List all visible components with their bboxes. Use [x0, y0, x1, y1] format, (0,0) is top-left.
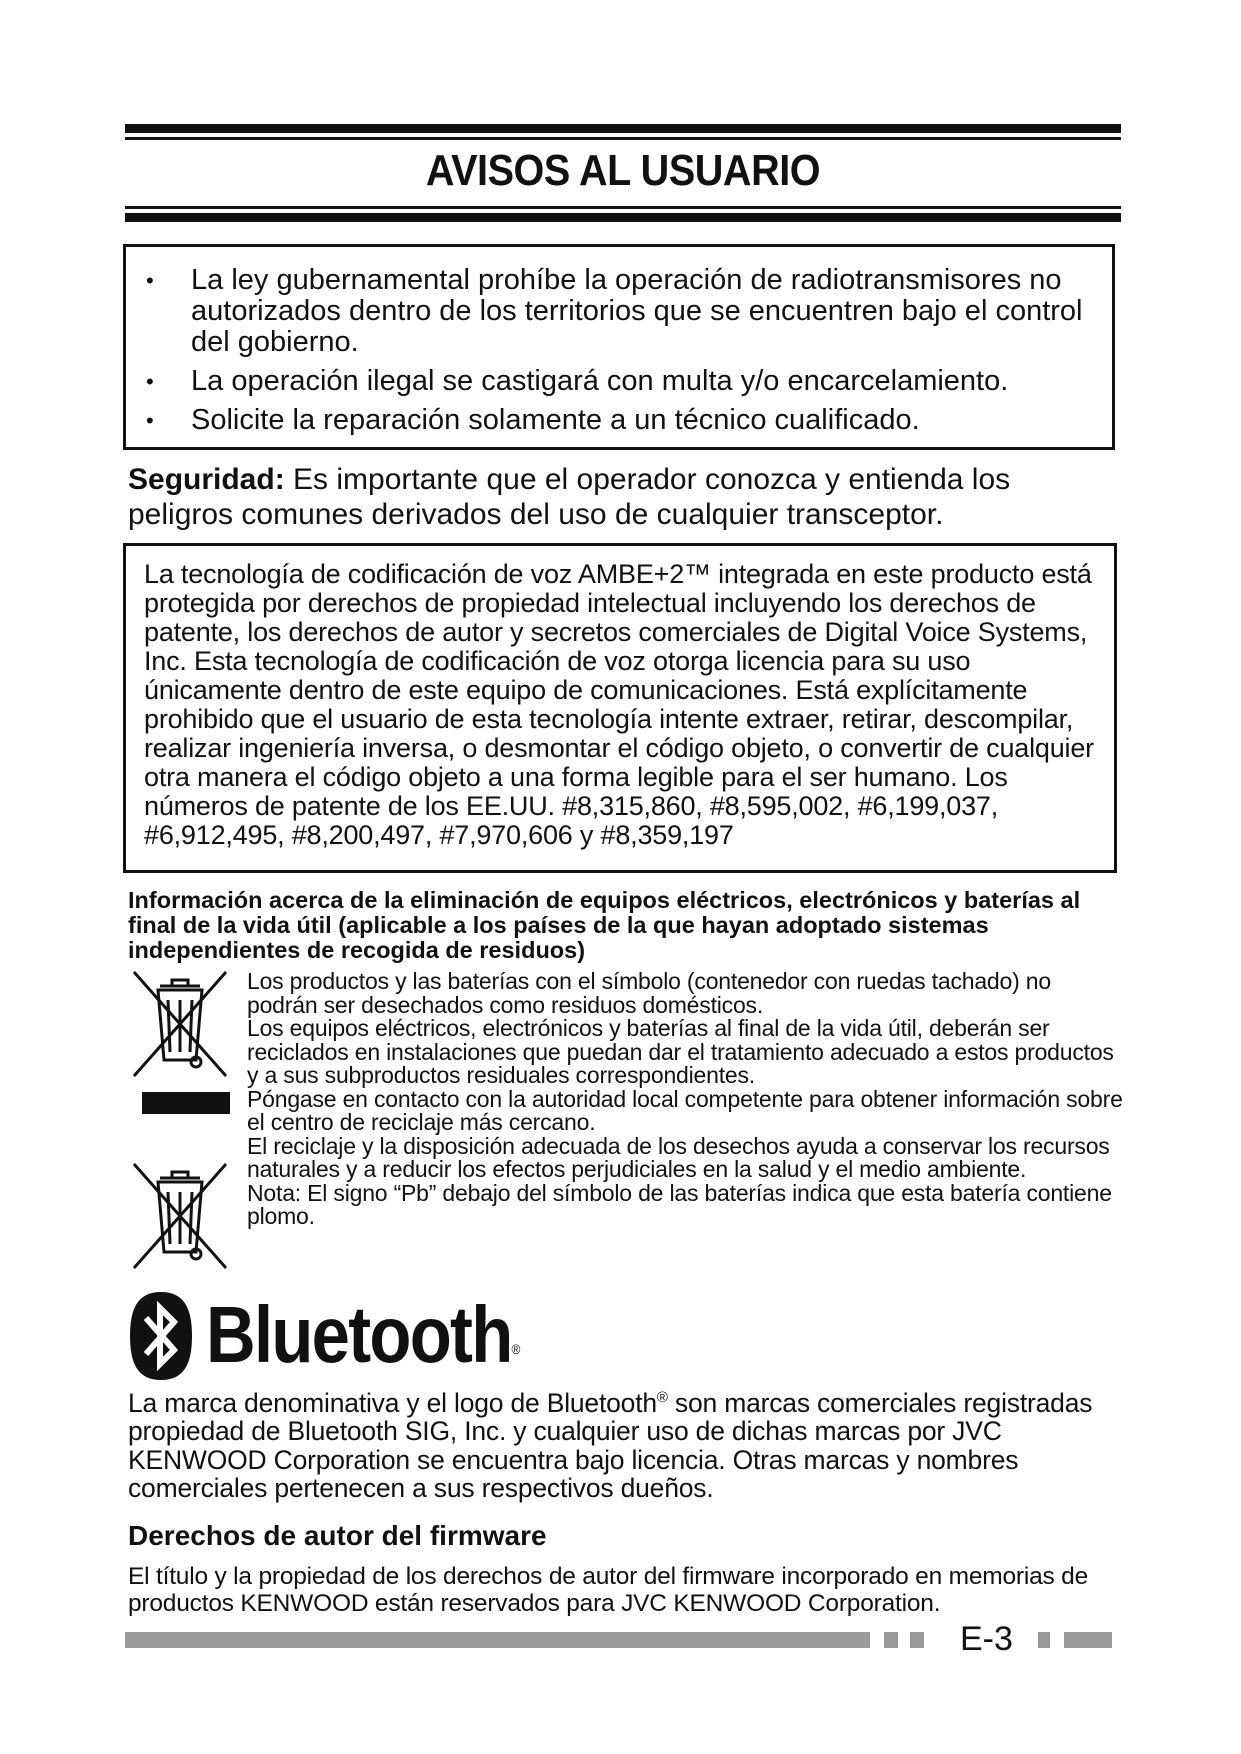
security-text: Es importante que el operador conozca y entienda los peligros comunes derivados del uso de cualquier transceptor. — [128, 463, 1011, 531]
weee-black-bar — [142, 1092, 230, 1114]
footer-block — [884, 1632, 898, 1648]
title-rule-bottom-thin — [125, 206, 1121, 209]
disposal-body — [247, 970, 1127, 1229]
page-title: AVISOS AL USUARIO — [425, 146, 821, 195]
firmware-heading: Derechos de autor del firmware — [128, 1520, 547, 1551]
footer-block — [910, 1632, 924, 1648]
bullet-icon: • — [146, 268, 154, 293]
page-number: E-3 — [960, 1620, 1013, 1658]
disposal-heading: Información acerca de la eliminación de equipos eléctricos, electrónicos y baterías al final de la vida útil (aplicable a los países de la que hayan adoptado sistemas independientes de recogida de residuos) — [128, 887, 1081, 963]
footer-block — [1064, 1632, 1112, 1648]
bullet-icon: • — [146, 408, 154, 433]
title-rule-bottom-thick — [125, 213, 1121, 222]
footer-block — [1038, 1632, 1050, 1648]
security-paragraph — [128, 462, 1118, 532]
disposal-paragraph: El reciclaje y la disposición adecuada de los desechos ayuda a conservar los recursos naturales y a reducir los efectos perjudiciales en la salud y el medio ambiente. — [247, 1132, 1110, 1182]
legal-notice-item: • Solicite la reparación solamente a un técnico cualificado. — [146, 404, 920, 436]
legal-notice-item: • La ley gubernamental prohíbe la operación de radiotransmisores no autorizados dentro de los territorios que se encuentren bajo el control del gobierno. — [146, 264, 1083, 358]
legal-notice-list — [146, 265, 1106, 444]
ambe-license-text: La tecnología de codificación de voz AMBE+2™ integrada en este producto está protegida por derechos de propiedad intelectual incluyendo los derechos de patente, los derechos de autor y secretos comerciales de Digital Voice Systems, Inc. Esta tecnología de codificación de voz otorga licencia para su uso únicamente dentro de este equipo de comunicaciones. Está explícitamente prohibido que el usuario de esta tecnología intente extraer, retirar, descompilar, realizar ingeniería inversa, o desmontar el código objeto, o convertir de cualquier otra manera el código objeto a una forma legible para el ser humano. Los números de patente de los EE.UU. #8,315,860, #8,595,002, #6,199,037, #6,912,495, #8,200,497, #7,970,606 y #8,359,197 — [144, 559, 1094, 850]
crossed-out-wheelie-bin-icon — [130, 968, 230, 1080]
firmware-text: El título y la propiedad de los derechos de autor del firmware incorporado en memorias de productos KENWOOD están reservados para JVC KENWOOD Corporation. — [128, 1563, 1089, 1617]
bluetooth-icon — [128, 1290, 194, 1382]
disposal-paragraph: Los productos y las baterías con el símbolo (contenedor con ruedas tachado) no podrán ser desechados como residuos domésticos. — [247, 968, 1051, 1018]
security-label: Seguridad: — [128, 463, 285, 496]
bullet-icon: • — [146, 369, 154, 394]
crossed-out-wheelie-bin-icon — [130, 1160, 230, 1272]
disposal-paragraph: Póngase en contacto con la autoridad local competente para obtener información sobre el centro de reciclaje más cercano. — [247, 1085, 1123, 1135]
disposal-paragraph: Nota: El signo “Pb” debajo del símbolo de las baterías indica que esta batería contiene plomo. — [247, 1179, 1112, 1229]
title-rule-top-thick — [125, 124, 1121, 133]
ambe-license-box — [123, 543, 1117, 873]
title-rule-top-thin — [125, 137, 1121, 140]
legal-notice-box — [123, 244, 1115, 450]
legal-notice-item: • La operación ilegal se castigará con multa y/o encarcelamiento. — [146, 365, 1009, 397]
bluetooth-wordmark: Bluetooth® — [206, 1290, 519, 1379]
bluetooth-trademark-text: La marca denominativa y el logo de Bluetooth® son marcas comerciales registradas propiedad de Bluetooth SIG, Inc. y cualquier uso de dichas marcas por JVC KENWOOD Corporation se encuentra bajo licencia. Otras marcas y nombres comerciales pertenecen a sus respectivos dueños. — [128, 1387, 1093, 1504]
disposal-paragraph: Los equipos eléctricos, electrónicos y baterías al final de la vida útil, deberán ser reciclados en instalaciones que puedan dar el tratamiento adecuado a estos productos y a sus subproductos residuales correspondientes. — [247, 1015, 1114, 1088]
footer-bar — [125, 1632, 870, 1648]
